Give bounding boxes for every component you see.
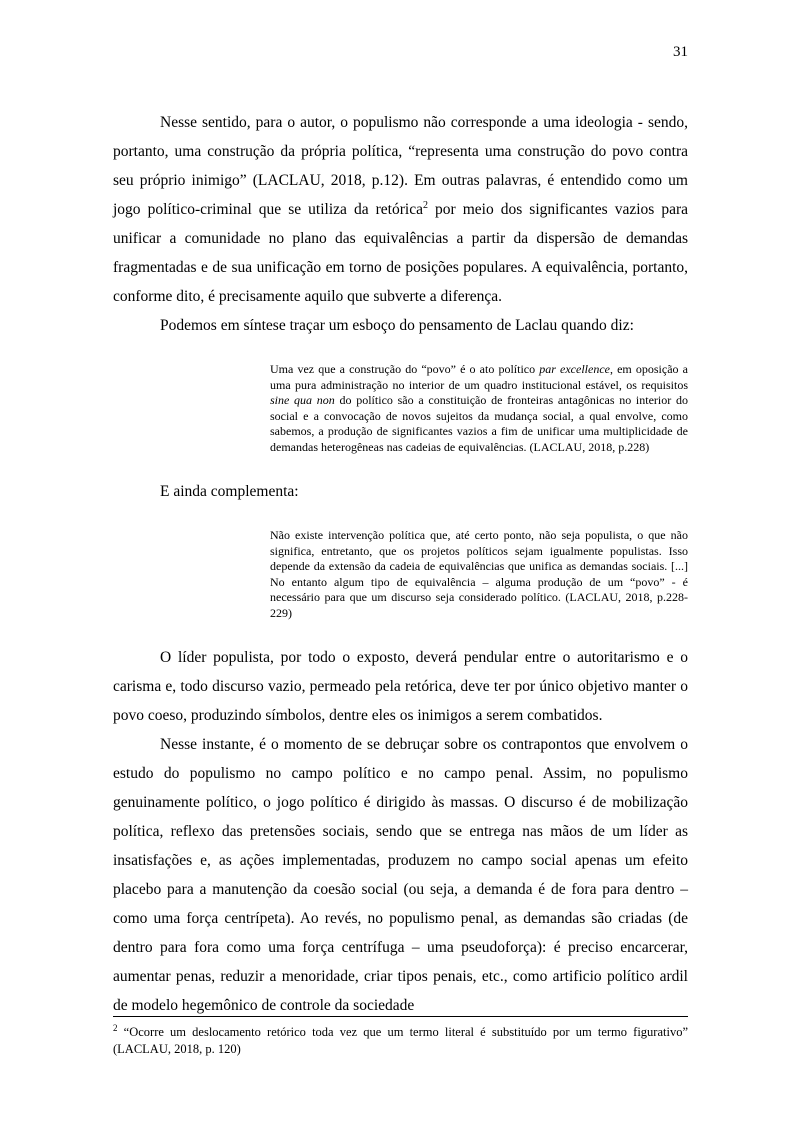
body-text	[113, 108, 688, 1020]
quote-text: Uma vez que a construção do “povo” é o ato político	[270, 362, 540, 376]
footnote-marker: 2	[113, 1022, 118, 1033]
quote-italic-sine-qua-non: sine qua non	[270, 393, 335, 407]
footnote-area	[113, 1016, 688, 1058]
quote-italic-par-excellence: par excellence	[539, 362, 610, 376]
paragraph-lider-populista: O líder populista, por todo o exposto, deverá pendular entre o autoritarismo e o carisma e, todo discurso vazio, permeado pela retórica, deve ter por único objetivo manter o povo coeso, produzindo símbolos, dentre eles os inimigos a serem combatidos.	[113, 649, 688, 724]
quote-text: , em oposição a uma pura administração no interior de um quadro institucional estável, os requisitos	[270, 362, 688, 392]
footnote-separator	[113, 1016, 688, 1017]
page-number: 31	[673, 44, 688, 60]
footnote-1	[113, 1024, 688, 1058]
paragraph-contrapontos: Nesse instante, é o momento de se debruçar sobre os contrapontos que envolvem o estudo do populismo no campo político e no campo penal. Assim, no populismo genuinamente político, o jogo político é dirigido às massas. O discurso é de mobilização política, reflexo das pretensões sociais, sendo que se entrega nas mãos de um líder as insatisfações e, as ações implementadas, produzem no campo social apenas um efeito placebo para a manutenção da coesão social (ou seja, a demanda é de fora para dentro – como uma força centrípeta). Ao revés, no populismo penal, as demandas são criadas (de dentro para fora como uma força centrífuga – uma pseudoforça): é preciso encarcerar, aumentar penas, reduzir a menoridade, criar tipos penais, etc., como artificio político ardil de modelo hegemônico de controle da sociedade	[113, 736, 688, 1014]
paragraph-text: por meio dos significantes vazios para unificar a comunidade no plano das equivalências a partir da dispersão de demandas fragmentadas e de sua unificação em torno de posições populares. A equivalência, portanto, conforme dito, é precisamente aquilo que subverte a diferença.	[113, 201, 688, 305]
paragraph-laclau-intro: Podemos em síntese traçar um esboço do pensamento de Laclau quando diz:	[160, 317, 634, 334]
block-quote-laclau-p228	[270, 362, 688, 455]
block-quote-laclau-p228-229: Não existe intervenção política que, até certo ponto, não seja populista, o que não significa, entretanto, que os projetos políticos sejam igualmente populistas. Isso depende da extensão da cadeia de equivalências que unifica as demandas sociais. [...] No entanto algum tipo de equivalência – alguma produção de um “povo” - é necessário para que um discurso seja considerado político. (LACLAU, 2018, p.228-229)	[270, 528, 688, 620]
footnote-reference: 2	[422, 199, 428, 211]
quote-text: do político são a constituição de fronteiras antagônicas no interior do social e a convocação de novos sujeitos da mudança social, a qual envolve, como sabemos, a produção de significantes vazios a fim de unificar uma multiplicidade de demandas heterogêneas nas cadeias de equivalências. (LACLAU, 2018, p.228)	[270, 393, 688, 454]
paragraph-complementa: E ainda complementa:	[160, 483, 299, 500]
footnote-text: “Ocorre um deslocamento retórico toda vez que um termo literal é substituído por um termo figurativo” (LACLAU, 2018, p. 120)	[113, 1025, 688, 1056]
paragraph-text: Nesse sentido, para o autor, o populismo não corresponde a uma ideologia - sendo, portanto, uma construção da própria política, “representa uma construção do povo contra seu próprio inimigo” (LACLAU, 2018, p.12). Em outras palavras, é entendido como um jogo político-criminal que se utiliza da retórica	[113, 114, 688, 218]
paragraph-populism-ideology	[113, 108, 688, 311]
